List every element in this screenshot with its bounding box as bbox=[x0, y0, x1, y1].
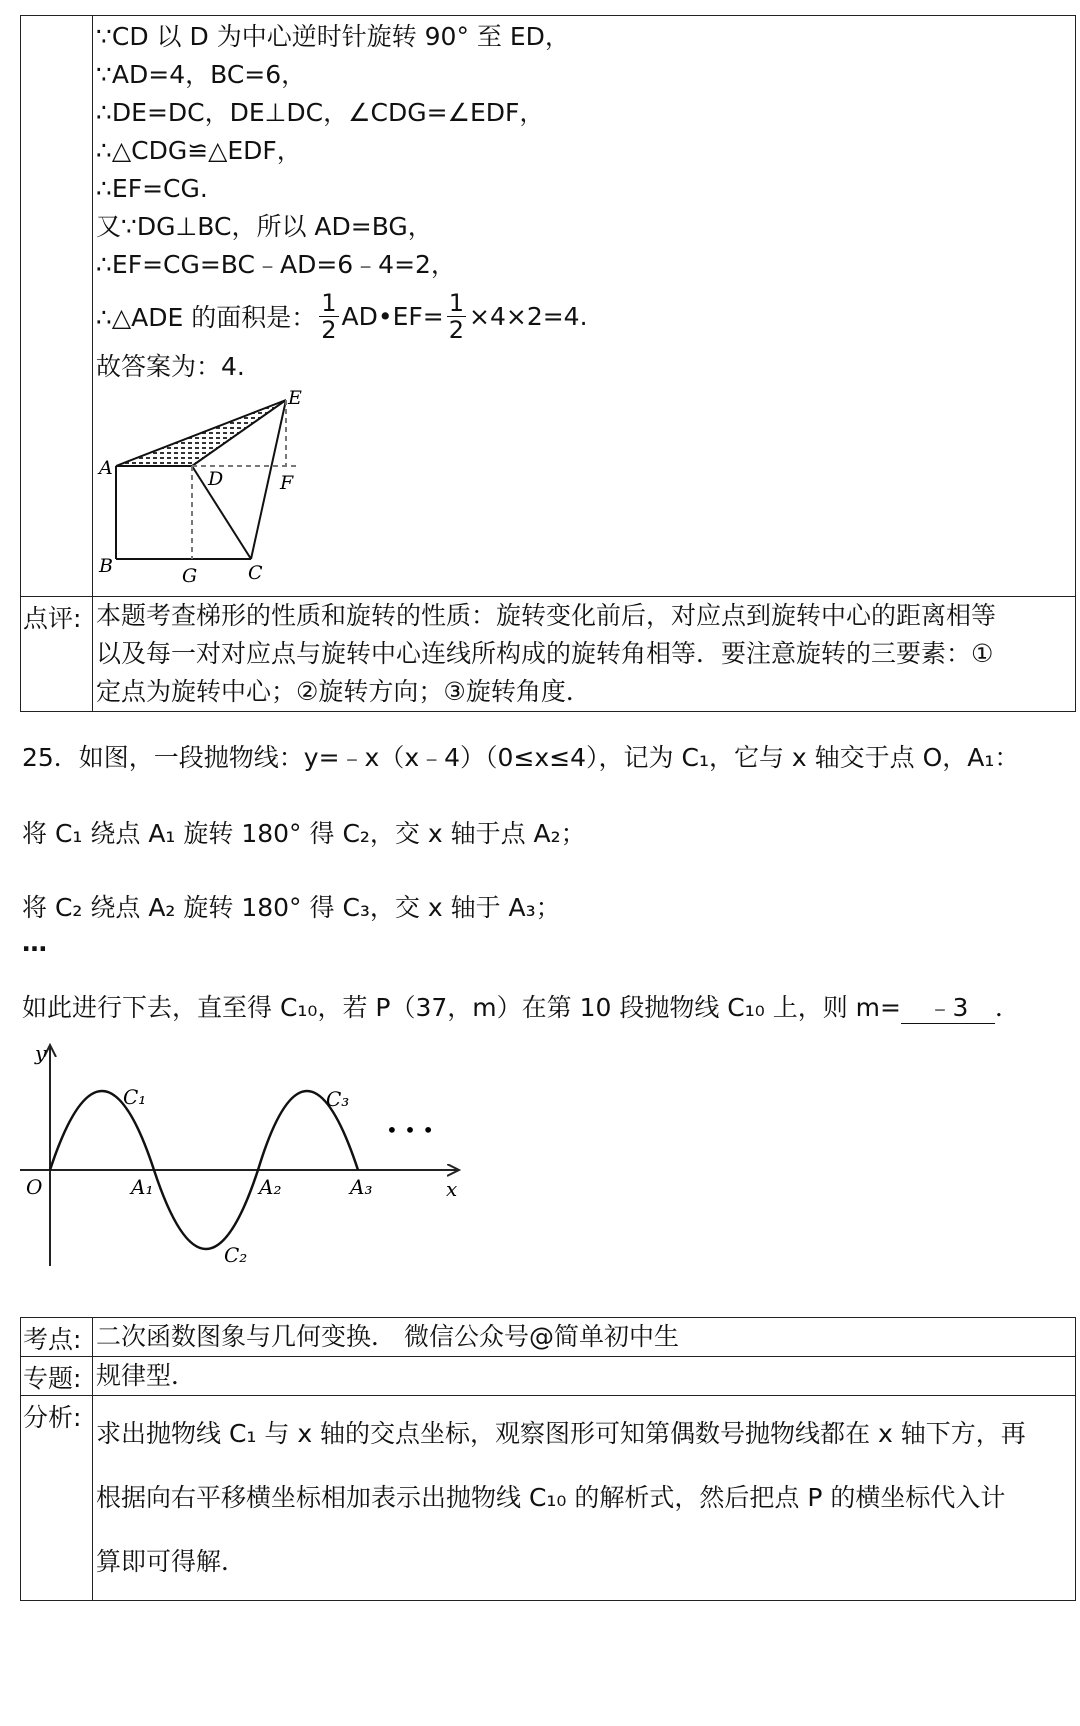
label-C2: C₂ bbox=[224, 1243, 248, 1267]
label-A: A bbox=[99, 457, 113, 479]
label-C1: C₁ bbox=[123, 1085, 147, 1109]
label-C3: C₃ bbox=[326, 1087, 350, 1111]
label-D: D bbox=[208, 468, 224, 490]
solution-row bbox=[21, 16, 1075, 596]
trapezoid-figure bbox=[96, 386, 336, 596]
frac-den: 2 bbox=[321, 315, 337, 344]
solution-table bbox=[20, 15, 1076, 712]
fraction-half bbox=[319, 290, 338, 343]
solution-line: ∴EF=CG. bbox=[96, 174, 208, 203]
area-end: ×4×2=4. bbox=[469, 301, 588, 331]
solution-line: ∴△CDG≌△EDF， bbox=[96, 136, 302, 165]
zhuanti-row bbox=[21, 1356, 1075, 1395]
label-G: G bbox=[182, 565, 198, 587]
y-axis-label: y bbox=[35, 1041, 47, 1065]
zhuanti-value: 规律型． bbox=[96, 1361, 197, 1390]
answer-blank: ﹣3 bbox=[901, 993, 995, 1024]
solution-line: ∵CD 以 D 为中心逆时针旋转 90° 至 ED， bbox=[96, 22, 570, 51]
parabola-graph bbox=[0, 1030, 480, 1280]
fenxi-line: 根据向右平移横坐标相加表示出抛物线 C₁₀ 的解析式，然后把点 P 的横坐标代入计 bbox=[96, 1483, 1006, 1512]
comment-line: 本题考查梯形的性质和旋转的性质：旋转变化前后，对应点到旋转中心的距离相等 bbox=[96, 601, 997, 630]
kaodian-value: 二次函数图象与几何变换． 微信公众号@简单初中生 bbox=[96, 1322, 679, 1351]
label-C: C bbox=[248, 562, 263, 584]
area-prefix: ∴△ADE 的面积是： bbox=[96, 303, 317, 332]
comment-cell bbox=[93, 597, 1075, 711]
comment-row bbox=[21, 596, 1075, 711]
fenxi-cell bbox=[93, 1396, 1075, 1600]
solution-cell bbox=[93, 16, 1075, 596]
fenxi-line: 求出抛物线 C₁ 与 x 轴的交点坐标，观察图形可知第偶数号抛物线都在 x 轴下方，再 bbox=[96, 1419, 1026, 1448]
answer-line: 故答案为：4. bbox=[96, 352, 245, 381]
comment-label: 点评: bbox=[21, 597, 93, 711]
continuation-dots: • • • bbox=[386, 1118, 435, 1142]
solution-line: ∵AD=4，BC=6， bbox=[96, 60, 307, 89]
analysis-table bbox=[20, 1317, 1076, 1601]
area-formula bbox=[96, 284, 1073, 348]
frac-den: 2 bbox=[448, 315, 465, 344]
fenxi-row bbox=[21, 1395, 1075, 1600]
solution-line: 又∵DG⊥BC，所以 AD=BG， bbox=[96, 212, 433, 241]
question-line-2: 将 C₁ 绕点 A₁ 旋转 180° 得 C₂，交 x 轴于点 A₂； bbox=[22, 819, 586, 848]
label-A2: A₂ bbox=[259, 1175, 282, 1199]
fraction-half bbox=[447, 290, 466, 343]
solution-line: ∴DE=DC，DE⊥DC，∠CDG=∠EDF， bbox=[96, 98, 545, 127]
solution-line: ∴EF=CG=BC﹣AD=6﹣4=2， bbox=[96, 250, 456, 279]
comment-line: 定点为旋转中心；②旋转方向；③旋转角度． bbox=[96, 677, 591, 706]
question-line-1: 25．如图，一段抛物线：y=﹣x（x﹣4）（0≤x≤4），记为 C₁，它与 x 轴交于点 O，A₁： bbox=[22, 743, 1020, 772]
comment-line: 以及每一对对应点与旋转中心连线所构成的旋转角相等．要注意旋转的三要素：① bbox=[96, 639, 994, 668]
kaodian-row bbox=[21, 1318, 1075, 1356]
fenxi-label: 分析: bbox=[21, 1396, 93, 1600]
label-A3: A₃ bbox=[350, 1175, 373, 1199]
origin-label: O bbox=[26, 1175, 43, 1199]
question-line-5-end: ． bbox=[994, 993, 1020, 1022]
fenxi-line: 算即可得解． bbox=[96, 1547, 247, 1576]
question-line-5 bbox=[22, 988, 1020, 1024]
label-E: E bbox=[288, 387, 302, 409]
question-line-5-text: 如此进行下去，直至得 C₁₀，若 P（37，m）在第 10 段抛物线 C₁₀ 上，则 m= bbox=[22, 993, 901, 1022]
solution-label-cell bbox=[21, 16, 93, 596]
frac-num: 1 bbox=[448, 288, 465, 317]
label-A1: A₁ bbox=[131, 1175, 154, 1199]
label-F: F bbox=[280, 472, 294, 494]
question-ellipsis: … bbox=[22, 928, 47, 957]
label-B: B bbox=[99, 555, 113, 577]
frac-num: 1 bbox=[321, 288, 337, 317]
zhuanti-label: 专题: bbox=[21, 1357, 93, 1395]
x-axis-label: x bbox=[446, 1177, 458, 1201]
question-line-3: 将 C₂ 绕点 A₂ 旋转 180° 得 C₃，交 x 轴于 A₃； bbox=[22, 893, 561, 922]
kaodian-label: 考点: bbox=[21, 1318, 93, 1356]
area-mid: AD•EF= bbox=[341, 301, 444, 331]
